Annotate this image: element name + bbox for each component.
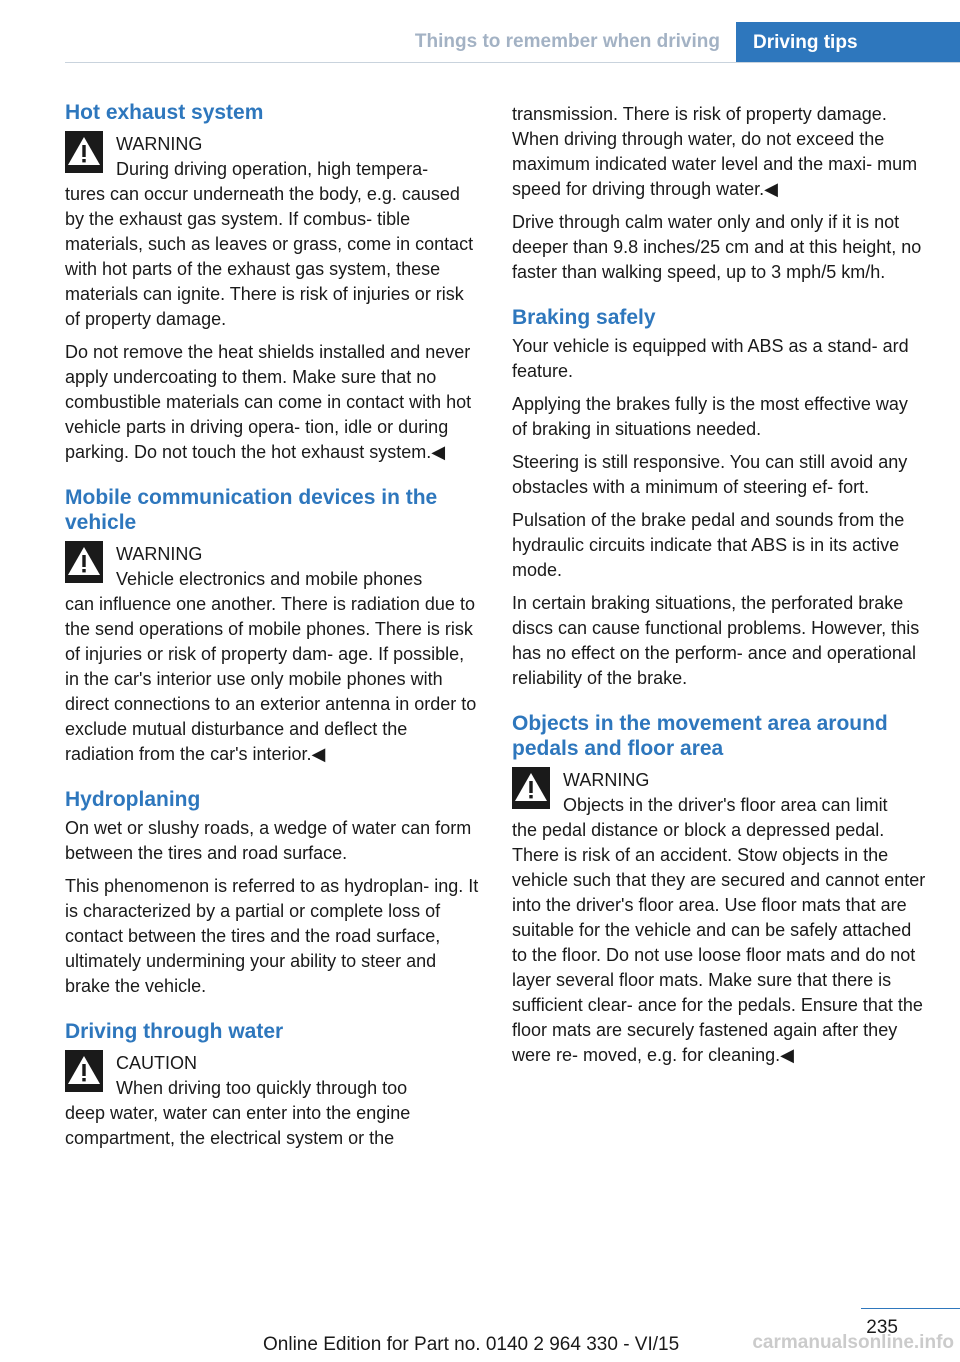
caution-label: CAUTION <box>116 1053 197 1073</box>
paragraph: Do not remove the heat shields installed and never apply undercoating to them. Make sure that no combustible materials can come in contact with hot vehicle parts in driving opera‐ tion, idle or during parking. Do not touch the hot exhaust system.◀ <box>65 342 472 462</box>
section-title-hot-exhaust: Hot exhaust system <box>65 101 264 124</box>
header-chapter-tab: Driving tips <box>736 22 960 62</box>
warning-label: WARNING <box>116 544 203 564</box>
warning-block-hot-exhaust <box>65 131 479 332</box>
warning-triangle-icon <box>65 131 103 173</box>
warning-label: WARNING <box>116 134 203 154</box>
paragraph: On wet or slushy roads, a wedge of water can form between the tires and road surface. <box>65 818 472 863</box>
paragraph: Steering is still responsive. You can still avoid any obstacles with a minimum of steering ef‐ fort. <box>512 452 908 497</box>
warning-block-mobile-devices <box>65 541 479 767</box>
warning-triangle-icon <box>65 541 103 583</box>
warning-text: the pedal distance or block a depressed pedal. There is risk of an accident. Stow objects in the vehicle such that they are secured and cannot enter into the driver's floor area. Use floor mats that are suitable for the vehicle and can be safely attached to the floor. Do not use loose floor mats and do not layer several floor mats. Make sure that there is sufficient clear‐ ance for the pedals. Ensure that the floor mats are securely fastened again after they were re‐ moved, e.g. for cleaning.◀ <box>512 820 926 1065</box>
footer-divider <box>861 1308 960 1309</box>
paragraph: Applying the brakes fully is the most effective way of braking in situations needed. <box>512 394 908 439</box>
header-section-title: Things to remember when driving <box>414 31 720 52</box>
warning-text-first-line: Objects in the driver's floor area can limit <box>563 795 888 815</box>
caution-text: deep water, water can enter into the engine compartment, the electrical system or the <box>65 1103 411 1148</box>
warning-triangle-icon <box>512 767 550 809</box>
warning-text: tures can occur underneath the body, e.g. caused by the exhaust gas system. If combus‐ tible materials, such as leaves or grass, come in contact with hot parts of the exhaust gas system, these materials can ignite. There is risk of injuries or risk of property damage. <box>65 184 474 329</box>
section-title-hydroplaning: Hydroplaning <box>65 788 201 811</box>
warning-text-first-line: During driving operation, high tempera‐ <box>116 159 429 179</box>
warning-text-first-line: Vehicle electronics and mobile phones <box>116 569 423 589</box>
warning-text: can influence one another. There is radiation due to the send operations of mobile phones. There is risk of injuries or risk of property dam‐ age. If possible, in the car's interior use only mobile phones with direct connections to an exterior antenna in order to exclude mutual disturbance and deflect the radiation from the car's interior.◀ <box>65 594 477 764</box>
section-title-objects-pedal-area: Objects in the movement area around pedals and floor area <box>512 712 888 760</box>
left-column <box>65 100 479 1159</box>
edition-note: Online Edition for Part no. 0140 2 964 330 - VI/15 <box>263 1334 680 1355</box>
paragraph: Drive through calm water only and only if it is not deeper than 9.8 inches/25 cm and at this height, no faster than walking speed, up to 3 mph/5 km/h. <box>512 212 922 282</box>
header-divider <box>65 62 960 63</box>
paragraph: In certain braking situations, the perforated brake discs can cause functional problems. However, this has no effect on the perform‐ ance and operational reliability of the brake. <box>512 593 920 688</box>
right-column <box>512 102 926 1076</box>
paragraph: Your vehicle is equipped with ABS as a stand‐ ard feature. <box>512 336 909 381</box>
section-title-driving-through-water: Driving through water <box>65 1020 284 1043</box>
caution-block-driving-through-water <box>65 1050 479 1151</box>
section-title-braking-safely: Braking safely <box>512 306 656 329</box>
watermark: carmanualsonline.info <box>752 1332 954 1353</box>
section-title-mobile-devices: Mobile communication devices in the vehicle <box>65 486 438 534</box>
caution-triangle-icon <box>65 1050 103 1092</box>
caution-text-continued: transmission. There is risk of property damage. When driving through water, do not exceed the maximum indicated water level and the maxi‐ mum speed for driving through water.◀ <box>512 104 918 199</box>
warning-label: WARNING <box>563 770 650 790</box>
paragraph: Pulsation of the brake pedal and sounds from the hydraulic circuits indicate that ABS is in its active mode. <box>512 510 905 580</box>
page-number: 235 <box>866 1317 898 1338</box>
warning-block-objects-pedal-area <box>512 767 926 1068</box>
paragraph: This phenomenon is referred to as hydroplan‐ ing. It is characterized by a partial or complete loss of contact between the tires and the road surface, ultimately undermining your ability to steer and brake the vehicle. <box>65 876 479 996</box>
caution-text-first-line: When driving too quickly through too <box>116 1078 408 1098</box>
